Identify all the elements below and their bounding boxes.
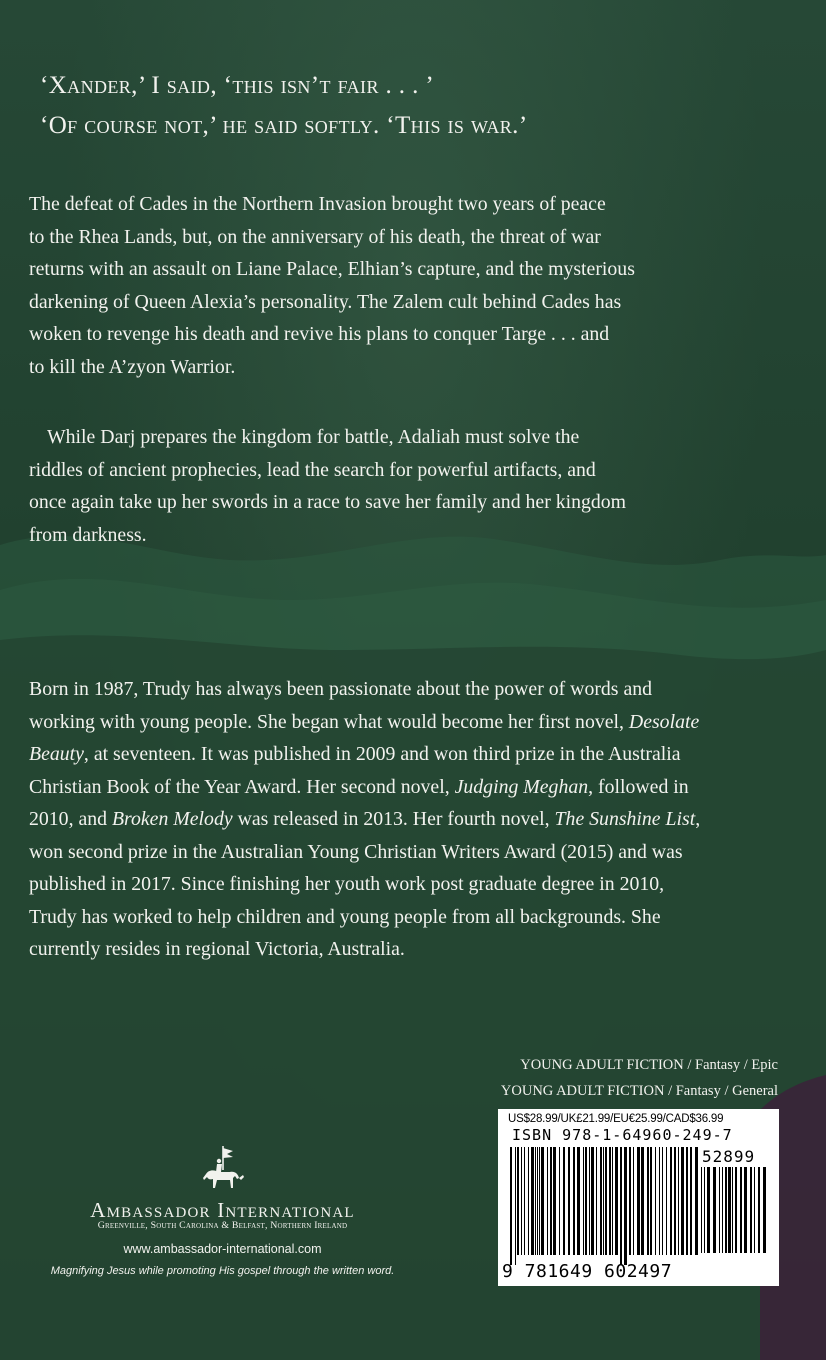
category-line-1: YOUNG ADULT FICTION / Fantasy / Epic: [520, 1057, 778, 1073]
barcode-bar: [577, 1147, 580, 1255]
barcode-bar: [650, 1147, 652, 1255]
barcode-bar: [662, 1147, 663, 1255]
publisher-block: [30, 1144, 415, 1231]
barcode-bar: [600, 1147, 602, 1255]
publisher-location: Greenville, South Carolina & Belfast, Northern Ireland: [97, 1220, 348, 1231]
barcode-bar: [559, 1147, 560, 1255]
barcode-bar: [583, 1147, 584, 1255]
barcode-bar: [681, 1147, 684, 1255]
bio-text: , followed in: [588, 775, 689, 798]
bio-text: Christian Book of the Year Award. Her second novel,: [29, 775, 450, 798]
barcode-bar: [750, 1167, 752, 1253]
bio-text: ,: [695, 808, 701, 830]
blurb1-line: The defeat of Cades in the Northern Invasion brought two years of peace: [29, 193, 606, 215]
bio-line: published in 2017. Since finishing her youth work post graduate degree in 2010,: [29, 873, 665, 895]
barcode-bar: [528, 1147, 529, 1255]
barcode-bar: [521, 1147, 522, 1255]
barcode-bar: [704, 1167, 705, 1253]
blurb1-line: darkening of Queen Alexia’s personality. The Zalem cult behind Cades has: [29, 290, 622, 313]
opening-quote: [40, 66, 800, 146]
book-title-judging-meghan: Judging Meghan: [454, 775, 589, 798]
barcode-bar: [686, 1147, 688, 1255]
barcode-bar: [589, 1147, 590, 1255]
barcode-bar: [539, 1147, 540, 1255]
barcode-bar: [531, 1147, 534, 1255]
barcode-bar: [722, 1167, 723, 1253]
barcode-bar: [744, 1167, 747, 1253]
barcode-bar: [763, 1167, 766, 1253]
barcode-bar: [603, 1147, 604, 1255]
book-title-desolate-beauty-cont: Beauty: [29, 743, 84, 765]
barcode-bar: [695, 1147, 698, 1255]
bio-text: 2010, and: [29, 808, 108, 830]
barcode-bar: [728, 1167, 731, 1253]
bio-text: working with young people. She began what would become her first novel,: [29, 710, 624, 733]
barcode-bar: [659, 1147, 660, 1255]
barcode-bar: [537, 1147, 538, 1255]
barcode-bar: [754, 1167, 755, 1253]
barcode-bar: [515, 1147, 516, 1265]
barcode-bar: [573, 1147, 575, 1255]
barcode-bar: [674, 1147, 676, 1255]
barcode-bar: [707, 1167, 710, 1253]
barcode-bar: [670, 1147, 672, 1255]
barcode-bar: [701, 1167, 702, 1253]
barcode-bar: [713, 1167, 716, 1253]
barcode-bar: [517, 1147, 519, 1255]
blurb1-line: to kill the A’zyon Warrior.: [29, 355, 236, 378]
barcode-bar: [568, 1147, 570, 1255]
barcode-bar: [585, 1147, 587, 1255]
barcode-bar: [641, 1147, 644, 1255]
barcode-bar: [629, 1147, 631, 1255]
book-title-desolate-beauty: Desolate: [628, 710, 700, 733]
publisher-website: www.ambassador-international.com: [123, 1242, 322, 1256]
bio-line: [29, 771, 801, 804]
barcode-bar: [624, 1147, 627, 1265]
book-title-broken-melody: Broken Melody: [111, 808, 233, 830]
barcode-bar: [605, 1147, 607, 1255]
barcode-bar: [596, 1147, 597, 1255]
publisher-tagline: Magnifying Jesus while promoting His gospel through the written word.: [50, 1265, 395, 1277]
blurb1-line: to the Rhea Lands, but, on the anniversary of his death, the threat of war: [29, 225, 601, 248]
barcode-bar: [678, 1147, 679, 1255]
barcode-bar: [563, 1147, 565, 1255]
blurb2-line: once again take up her swords in a race to save her family and her kingdom: [29, 491, 627, 513]
barcode-bar: [612, 1147, 613, 1255]
addon-barcode: [701, 1167, 767, 1263]
price-line: US$28.99/UK£21.99/EU€25.99/CAD$36.99: [508, 1113, 724, 1125]
book-title-sunshine-list: The Sunshine List: [554, 808, 696, 830]
barcode-bar: [633, 1147, 634, 1255]
ean-digits: 9 781649 602497: [502, 1261, 673, 1282]
blurb2-line: riddles of ancient prophecies, lead the search for powerful artifacts, and: [29, 458, 596, 481]
blurb1-line: woken to revenge his death and revive his plans to conquer Targe . . . and: [29, 323, 610, 345]
barcode-bar: [740, 1167, 742, 1253]
barcode-bar: [666, 1147, 667, 1255]
barcode-bar: [647, 1147, 649, 1255]
barcode-bar: [732, 1167, 733, 1253]
bio-text: was released in 2013. Her fourth novel,: [237, 808, 550, 830]
barcode-bar: [609, 1147, 611, 1255]
barcode-bar: [535, 1147, 536, 1255]
barcode-panel: [498, 1109, 779, 1286]
barcode-bar: [655, 1147, 656, 1255]
blurb2-line: While Darj prepares the kingdom for battle, Adaliah must solve the: [47, 426, 580, 448]
barcode-bar: [524, 1147, 525, 1255]
ean-barcode: [510, 1147, 698, 1265]
barcode-bar: [591, 1147, 594, 1255]
price-addon-number: 52899: [702, 1147, 756, 1166]
bio-text: , at seventeen. It was published in 2009 and won third prize in the Australia: [83, 743, 681, 765]
barcode-bar: [541, 1147, 544, 1255]
barcode-bar: [510, 1147, 512, 1265]
bio-line: [29, 803, 801, 836]
bio-line: Trudy has worked to help children and young people from all backgrounds. She: [29, 905, 661, 928]
blurb1-line: returns with an assault on Liane Palace, Elhian’s capture, and the mysterious: [29, 258, 635, 280]
barcode-bar: [719, 1167, 720, 1253]
publisher-name: Ambassador International: [90, 1198, 355, 1222]
author-bio: [29, 673, 801, 966]
quote-line-2: ‘Of course not,’ he said softly. ‘This is war.’: [40, 112, 528, 139]
blurb-paragraph-2: [29, 421, 799, 551]
quote-line-1: ‘Xander,’ I said, ‘this isn’t fair . . . ’: [40, 72, 435, 99]
blurb2-line: from darkness.: [29, 523, 147, 546]
bio-line: currently resides in regional Victoria, Australia.: [29, 938, 405, 960]
barcode-bar: [637, 1147, 640, 1255]
barcode-bar: [547, 1147, 548, 1255]
barcode-bar: [725, 1167, 727, 1253]
barcode-bar: [615, 1147, 618, 1255]
barcode-bar: [758, 1167, 760, 1253]
bio-line: [29, 706, 801, 739]
barcode-bar: [550, 1147, 552, 1255]
bio-line: [29, 738, 801, 771]
barcode-bar: [553, 1147, 556, 1255]
barcode-bar: [620, 1147, 622, 1265]
category-line-2: YOUNG ADULT FICTION / Fantasy / General: [500, 1083, 778, 1099]
bio-line: Born in 1987, Trudy has always been passionate about the power of words and: [29, 678, 653, 700]
barcode-bar: [735, 1167, 737, 1253]
bio-line: won second prize in the Australian Young Christian Writers Award (2015) and was: [29, 840, 683, 863]
barcode-bar: [690, 1147, 692, 1255]
isbn-text: ISBN 978-1-64960-249-7: [512, 1126, 733, 1144]
horse-rider-with-banner-icon: [197, 1144, 249, 1196]
blurb-paragraph-1: [29, 188, 799, 383]
